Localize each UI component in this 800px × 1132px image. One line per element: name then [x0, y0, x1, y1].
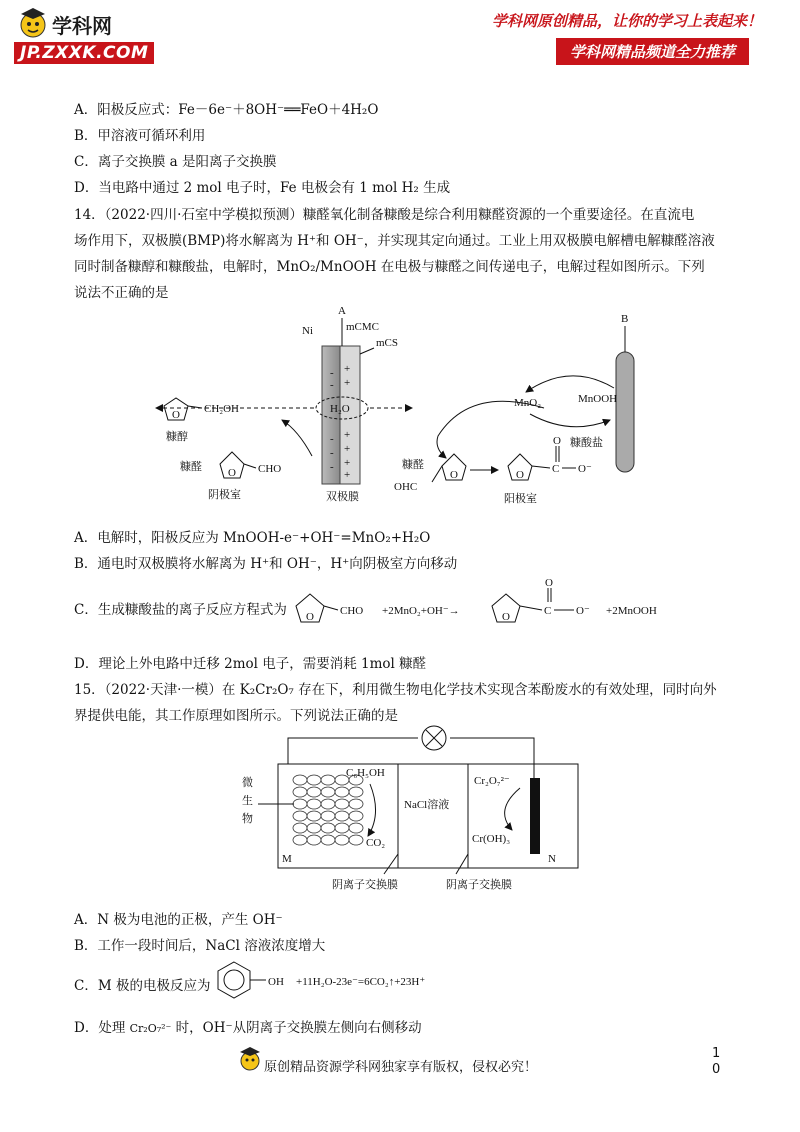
label-c: C — [552, 463, 560, 475]
q14-stem-line-2: 场作用下，双极膜(BMP)将水解离为 H⁺和 OH⁻，并实现其定向通过。工业上用双极膜电解槽电解糠醛溶液 — [74, 233, 715, 249]
label-mnooh: MnOOH — [578, 393, 618, 405]
logo-mascot-icon — [16, 6, 50, 40]
q15-option-c-prefix: C．M 极的电极反应为 — [74, 978, 211, 994]
opt-c-oh: OH — [268, 976, 284, 988]
label-mcs: mCS — [376, 337, 399, 349]
label-bipolar-membrane: 双极膜 — [326, 490, 359, 503]
header-slogan: 学科网原创精品，让你的学习上表起来！ — [492, 12, 763, 30]
logo-text: 学科网 — [52, 14, 112, 38]
svg-text:-: - — [330, 367, 334, 379]
q14-electrolysis-diagram — [150, 302, 670, 514]
opt-c-suffix: +2MnOOH — [606, 605, 657, 617]
svg-text:O: O — [228, 467, 236, 479]
microbe-char-1: 微 — [242, 776, 253, 789]
label-co2: CO₂ — [366, 837, 386, 849]
label-cr2o7: Cr₂O₇²⁻ — [474, 775, 510, 787]
label-ch2oh: CH₂OH — [204, 403, 240, 415]
label-mno2: MnO₂ — [514, 397, 542, 409]
q14-option-c — [74, 598, 287, 618]
q13-option-d: D．当电路中通过 2 mol 电子时，Fe 电极会有 1 mol H₂ 生成 — [74, 180, 451, 196]
opt-c-c: C — [544, 605, 552, 617]
label-ni: Ni — [302, 325, 313, 337]
lamp-icon — [422, 726, 446, 750]
label-n: N — [548, 853, 556, 865]
svg-text:O: O — [502, 611, 510, 623]
q14-stem-line-4: 说法不正确的是 — [74, 285, 169, 301]
q15-option-d-prefix: D．处理 — [74, 1020, 126, 1036]
q13-option-b: B．甲溶液可循环利用 — [74, 128, 206, 144]
q15-option-d-ion: Cr₂O₇²⁻ — [129, 1022, 172, 1035]
page-number-bottom: 0 — [712, 1062, 721, 1077]
q15-option-d-suffix: 时，OH⁻从阴离子交换膜左侧向右侧移动 — [175, 1020, 422, 1036]
header-banner: 学科网精品频道全力推荐 — [556, 38, 749, 65]
footer-mascot-icon — [238, 1046, 262, 1072]
opt-c-reaction: +11H₂O-23e⁻=6CO₂↑+23H⁺ — [296, 976, 426, 988]
n-electrode — [530, 778, 540, 854]
q14-option-d: D．理论上外电路中迁移 2mol 电子，需要消耗 1mol 糠醛 — [74, 656, 427, 672]
svg-text:+: + — [344, 443, 351, 455]
q14-stem-line-3: 同时制备糠醇和糠酸盐，电解时，MnO₂/MnOOH 在电极与糠醛之间传递电子，电解过程如图所示。下列 — [74, 259, 705, 275]
opt-c-ominus: O⁻ — [576, 605, 590, 617]
label-o-double: O — [553, 435, 561, 447]
label-m: M — [282, 853, 292, 865]
q14-option-c-equation — [288, 576, 708, 636]
q13-option-a: A．阳极反应式：Fe－6e⁻＋8OH⁻══FeO＋4H₂O — [74, 102, 379, 118]
electrode-b — [616, 352, 634, 472]
svg-text:+: + — [344, 457, 351, 469]
label-cathode-room: 阴极室 — [208, 488, 241, 501]
svg-text:+: + — [344, 363, 351, 375]
opt-c-o: O — [545, 577, 553, 589]
svg-text:-: - — [330, 461, 334, 473]
label-b: B — [621, 313, 629, 325]
svg-text:-: - — [330, 433, 334, 445]
svg-text:+: + — [344, 377, 351, 389]
footer-copyright: 原创精品资源学科网独家享有版权，侵权必究！ — [264, 1060, 538, 1075]
label-phenol: C₆H₅OH — [346, 767, 385, 779]
benzene-ring-icon — [218, 962, 250, 998]
label-furfural-right: 糠醛 — [402, 458, 424, 471]
q13-option-c: C．离子交换膜 a 是阳离子交换膜 — [74, 154, 277, 170]
label-croh3: Cr(OH)₃ — [472, 833, 511, 845]
svg-text:O: O — [306, 611, 314, 623]
svg-text:O: O — [172, 409, 180, 421]
opt-c-middle: +2MnO₂+OH⁻→ — [382, 605, 460, 617]
microbe-char-3: 物 — [242, 812, 253, 825]
svg-text:+: + — [344, 469, 351, 481]
label-anode-room: 阳极室 — [504, 492, 537, 505]
label-furfural-left: 糠醛 — [180, 460, 202, 473]
q15-stem-line-2: 界提供电能，其工作原理如图所示。下列说法正确的是 — [74, 708, 398, 724]
label-h2o: H₂O — [330, 403, 350, 415]
q15-cell-diagram — [224, 724, 584, 894]
page-number-top: 1 — [712, 1046, 721, 1061]
m-electrode-microbes — [293, 775, 363, 845]
q15-option-c-equation — [212, 958, 512, 1002]
q14-option-b: B．通电时双极膜将水解离为 H⁺和 OH⁻，H⁺向阴极室方向移动 — [74, 556, 458, 572]
opt-c-cho: CHO — [340, 605, 364, 617]
q15-option-c — [74, 974, 210, 994]
label-ohc: OHC — [394, 481, 418, 493]
q14-option-a: A．电解时，阳极反应为 MnOOH-e⁻+OH⁻=MnO₂+H₂O — [74, 530, 431, 546]
label-o-minus: O⁻ — [578, 463, 592, 475]
svg-text:+: + — [344, 429, 351, 441]
membrane-label-left: 阴离子交换膜 — [332, 878, 398, 891]
site-url-badge[interactable]: JP.ZXXK.COM — [14, 42, 154, 64]
svg-text:O: O — [450, 469, 458, 481]
q14-option-c-prefix: C．生成糠酸盐的离子反应方程式为 — [74, 602, 287, 618]
membrane-label-right: 阴离子交换膜 — [446, 878, 512, 891]
svg-text:-: - — [330, 447, 334, 459]
label-a: A — [338, 305, 346, 317]
label-furoate: 糠酸盐 — [570, 436, 603, 449]
label-mcmc: mCMC — [346, 321, 380, 333]
q15-option-a: A．N 极为电池的正极，产生 OH⁻ — [74, 912, 283, 928]
label-cho: CHO — [258, 463, 282, 475]
q15-option-d — [74, 1016, 422, 1036]
label-furfuryl-alcohol: 糠醇 — [166, 430, 188, 443]
svg-text:-: - — [330, 379, 334, 391]
label-nacl: NaCl溶液 — [404, 799, 450, 811]
microbe-char-2: 生 — [242, 794, 253, 807]
q14-stem-line-1: 14．（2022·四川·石室中学模拟预测）糠醛氧化制备糠酸是综合利用糠醛资源的一个重要途径。在直流电 — [74, 207, 695, 223]
q15-stem-line-1: 15．（2022·天津·一模）在 K₂Cr₂O₇ 存在下，利用微生物电化学技术实现含苯酚废水的有效处理，同时向外 — [74, 682, 717, 698]
site-header — [0, 0, 800, 70]
q15-option-b: B．工作一段时间后，NaCl 溶液浓度增大 — [74, 938, 326, 954]
svg-text:O: O — [516, 469, 524, 481]
